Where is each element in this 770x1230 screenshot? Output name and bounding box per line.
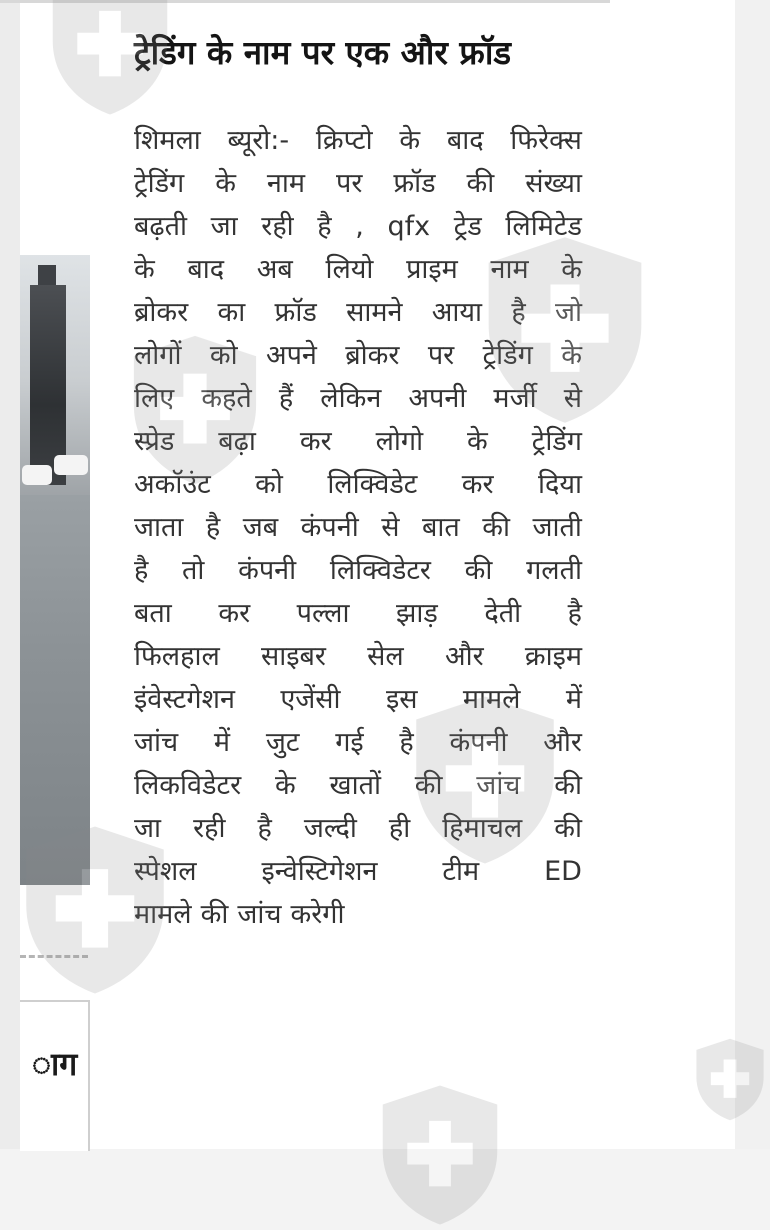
article-word: जो xyxy=(554,297,582,328)
article-word: फिरेक्स xyxy=(510,125,582,156)
article-word: ही xyxy=(388,813,411,844)
article-word: है xyxy=(317,211,332,242)
article-word: जाता xyxy=(134,512,184,543)
left-border xyxy=(0,0,20,1149)
article-word: बता xyxy=(134,598,172,629)
article-word: लोगों xyxy=(134,340,182,371)
article-line xyxy=(134,765,582,808)
article-word: मामले xyxy=(462,684,521,715)
article-word: ब्रोकर xyxy=(134,297,189,328)
article-word: पर xyxy=(335,168,363,199)
article-word: से xyxy=(381,512,400,543)
article-word: क्रिप्टो xyxy=(315,125,373,156)
article-word: qfx xyxy=(387,211,431,242)
article-line xyxy=(134,421,582,464)
article-word: , xyxy=(355,211,364,242)
article-headline: ट्रेडिंग के नाम पर एक और फ्रॉड xyxy=(134,33,512,72)
article-word: ब्यूरो:- xyxy=(227,125,290,156)
article-word: बढ़ा xyxy=(218,426,256,457)
article-word: टीम xyxy=(442,856,480,887)
article-word: जांच xyxy=(476,770,521,801)
article-word: बाद xyxy=(446,125,484,156)
article-word: लिक्विडेटर xyxy=(329,555,431,586)
article-line xyxy=(134,292,582,335)
article-line xyxy=(134,249,582,292)
article-word: को xyxy=(209,340,238,371)
article-word: फ्रॉड xyxy=(274,297,317,328)
article-word: की xyxy=(482,512,510,543)
article-line xyxy=(134,335,582,378)
article-line xyxy=(134,894,582,937)
article-word: ट्रेडिंग xyxy=(482,340,533,371)
article-word: के xyxy=(561,340,582,371)
article-word: कंपनी xyxy=(238,555,297,586)
article-word: को xyxy=(255,469,283,500)
article-word: इन्वेस्टिगेशन xyxy=(261,856,378,887)
article-word: बाद xyxy=(187,254,225,285)
article-word: अब xyxy=(256,254,293,285)
article-word: के xyxy=(399,125,421,156)
article-word: की xyxy=(554,813,582,844)
article-word: ED xyxy=(544,856,582,887)
article-body xyxy=(134,120,582,937)
article-word: कंपनी xyxy=(300,512,359,543)
article-word: स्पेशल xyxy=(134,856,197,887)
article-word: मर्जी xyxy=(493,383,537,414)
article-line xyxy=(134,808,582,851)
article-word: जा xyxy=(210,211,238,242)
article-word: में xyxy=(213,727,231,758)
right-margin xyxy=(735,0,770,1149)
article-line xyxy=(134,120,582,163)
article-word: की xyxy=(554,770,582,801)
article-word: इंवेस्टगेशन xyxy=(134,684,235,715)
article-word: देती xyxy=(484,598,522,629)
article-word: नाम xyxy=(266,168,306,199)
adjacent-article-label: ाग xyxy=(32,1045,78,1083)
article-word: अपने xyxy=(265,340,317,371)
article-word: कंपनी xyxy=(449,727,508,758)
top-rule xyxy=(0,0,610,3)
article-word: ट्रेडिंग xyxy=(134,168,185,199)
article-word: के xyxy=(274,770,296,801)
article-word: मामले xyxy=(134,899,192,930)
article-line xyxy=(134,378,582,421)
article-word: कर xyxy=(461,469,494,500)
article-line xyxy=(134,163,582,206)
article-word: फिलहाल xyxy=(134,641,220,672)
article-word: जुट xyxy=(265,727,300,758)
article-word: तो xyxy=(182,555,205,586)
article-word: गलती xyxy=(526,555,582,586)
article-word: बात xyxy=(421,512,460,543)
article-line xyxy=(134,507,582,550)
article-word: जाती xyxy=(532,512,582,543)
article-word: की xyxy=(464,555,493,586)
article-word: एजेंसी xyxy=(280,684,341,715)
article-word: फ्रॉड xyxy=(393,168,436,199)
photo-car xyxy=(54,455,88,475)
article-word: की xyxy=(200,899,229,930)
adjacent-photo xyxy=(20,255,90,885)
article-word: बढ़ती xyxy=(134,211,188,242)
article-word: अकॉउंट xyxy=(134,469,211,500)
article-line xyxy=(134,851,582,894)
photo-road xyxy=(20,495,90,885)
adjacent-article-box xyxy=(20,1000,90,1151)
photo-car xyxy=(22,465,52,485)
article-word: जब xyxy=(242,512,279,543)
article-word: जांच xyxy=(134,727,179,758)
article-word: लेकिन xyxy=(320,383,382,414)
article-word: लोगो xyxy=(375,426,424,457)
article-word: ट्रेडिंग xyxy=(531,426,582,457)
article-word: दिया xyxy=(537,469,582,500)
dashed-divider xyxy=(20,955,88,958)
article-word: साइबर xyxy=(260,641,326,672)
article-word: पल्ला xyxy=(296,598,350,629)
article-word: और xyxy=(543,727,582,758)
article-word: है xyxy=(399,727,414,758)
article-word: स्प्रेड xyxy=(134,426,175,457)
article-word: हैं xyxy=(278,383,294,414)
article-word: के xyxy=(467,426,488,457)
article-word: है xyxy=(134,555,149,586)
article-word: सेल xyxy=(367,641,404,672)
article-line xyxy=(134,593,582,636)
article-word: के xyxy=(215,168,236,199)
article-word: का xyxy=(217,297,246,328)
article-word: इस xyxy=(385,684,418,715)
article-line xyxy=(134,550,582,593)
article-word: क्राइम xyxy=(524,641,582,672)
article-word: और xyxy=(444,641,484,672)
article-word: प्राइम xyxy=(406,254,458,285)
article-word: सामने xyxy=(346,297,403,328)
article-word: जल्दी xyxy=(303,813,357,844)
article-word: रही xyxy=(261,211,294,242)
article-line xyxy=(134,464,582,507)
article-word: की xyxy=(466,168,495,199)
article-word: रही xyxy=(193,813,226,844)
article-word: जा xyxy=(134,813,162,844)
article-word: की xyxy=(414,770,443,801)
article-word: शिमला xyxy=(134,125,201,156)
article-word: में xyxy=(565,684,582,715)
article-word: के xyxy=(561,254,582,285)
article-word: नाम xyxy=(490,254,529,285)
article-word: है xyxy=(567,598,582,629)
article-word: अपनी xyxy=(408,383,467,414)
article-word: लिकविडेटर xyxy=(134,770,242,801)
article-word: आया xyxy=(431,297,483,328)
article-word: करेगी xyxy=(290,899,345,930)
article-word: है xyxy=(257,813,272,844)
article-word: लिक्विडेट xyxy=(327,469,418,500)
article-word: कहते xyxy=(201,383,252,414)
article-line xyxy=(134,722,582,765)
article-word: पर xyxy=(427,340,455,371)
article-word: है xyxy=(205,512,221,543)
article-word: कर xyxy=(218,598,251,629)
article-word: के xyxy=(134,254,155,285)
article-word: ब्रोकर xyxy=(345,340,400,371)
article-word: ट्रेड xyxy=(453,211,482,242)
article-line xyxy=(134,679,582,722)
article-word: झाड़ xyxy=(396,598,438,629)
article-word: है xyxy=(511,297,526,328)
article-word: कर xyxy=(299,426,332,457)
article-line xyxy=(134,206,582,249)
article-word: हिमाचल xyxy=(442,813,523,844)
article-word: से xyxy=(563,383,582,414)
article-word: खातों xyxy=(329,770,381,801)
article-word: संख्या xyxy=(525,168,582,199)
article-line xyxy=(134,636,582,679)
article-word: लियो xyxy=(325,254,374,285)
article-word: लिए xyxy=(134,383,175,414)
article-word: जांच xyxy=(237,899,282,930)
article-word: लिमिटेड xyxy=(505,211,582,242)
article-word: गई xyxy=(335,727,364,758)
